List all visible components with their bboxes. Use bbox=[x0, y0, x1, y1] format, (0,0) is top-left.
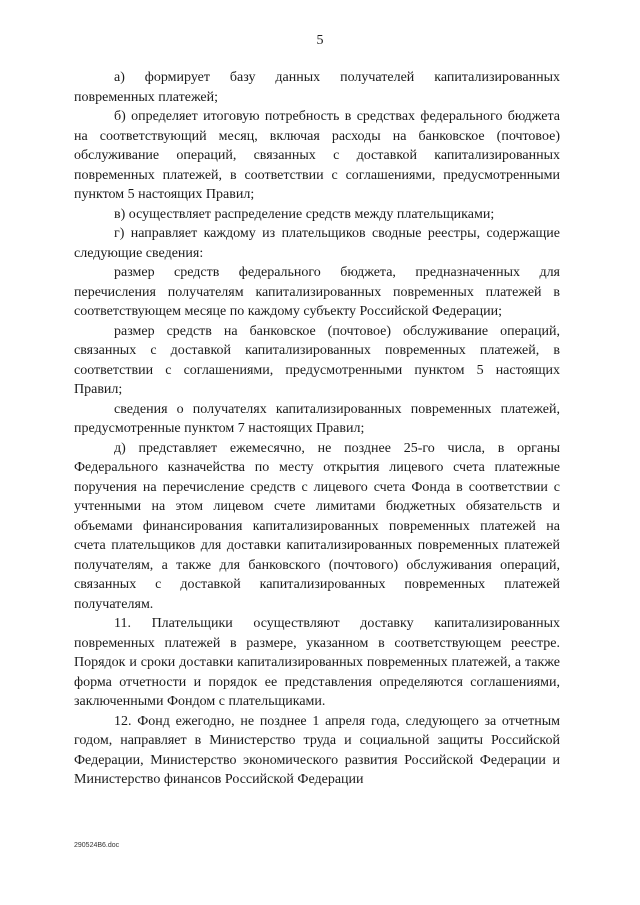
paragraph-g-item-3: сведения о получателях капитализированных повременных платежей, предусмотренные пунктом 7 настоящих Правил; bbox=[74, 401, 560, 436]
paragraph-12: 12. Фонд ежегодно, не позднее 1 апреля года, следующего за отчетным годом, направляет в Министерство труда и социальной защиты Российской Федерации, Министерство экономического развития Российской Федерации и Министерство финансов Российской Федерации bbox=[74, 713, 560, 787]
paragraph-11: 11. Плательщики осуществляют доставку капитализированных повременных платежей в размере, указанном в соответствующем реестре. Порядок и сроки доставки капитализированных повременных платежей, а также форма отчетности и порядок ее представления определяются соглашениями, заключенными Фондом с плательщиками. bbox=[74, 616, 560, 709]
paragraph-d: д) представляет ежемесячно, не позднее 25-го числа, в органы Федерального казначейства по месту открытия лицевого счета платежные поручения на перечисление средств с лицевого счета Фонда в соответствии с учтенными на этом лицевом счете лимитами бюджетных обязательств и объемами финансирования капитализированных повременных платежей на счета плательщиков для доставки капитализированных повременных платежей получателям, а также для банковского (почтового) обслуживания операций, связанных с доставкой капитализированных повременных платежей получателям. bbox=[74, 440, 560, 612]
page-number: 5 bbox=[316, 33, 324, 48]
paragraph-g: г) направляет каждому из плательщиков сводные реестры, содержащие следующие сведения: bbox=[74, 226, 560, 261]
paragraph-g-item-2: размер средств на банковское (почтовое) обслуживание операций, связанных с доставкой капитализированных повременных платежей, в соответствии с соглашениями, предусмотренными пунктом 5 настоящих Правил; bbox=[74, 323, 560, 397]
document-file-reference: 290524В6.doc bbox=[74, 842, 120, 849]
paragraph-b: б) определяет итоговую потребность в средствах федерального бюджета на соответствующий месяц, включая расходы на банковское (почтовое) обслуживание операций, связанных с доставкой капитализированных повременных платежей, в соответствии с соглашениями, предусмотренными пунктом 5 настоящих Правил; bbox=[74, 109, 560, 202]
paragraph-a: а) формирует базу данных получателей капитализированных повременных платежей; bbox=[74, 70, 560, 105]
paragraph-g-item-1: размер средств федерального бюджета, предназначенных для перечисления получателям капитализированных повременных платежей в соответствующем месяце по каждому субъекту Российской Федерации; bbox=[74, 265, 560, 319]
paragraph-v: в) осуществляет распределение средств между плательщиками; bbox=[114, 206, 495, 222]
document-body bbox=[74, 68, 560, 790]
